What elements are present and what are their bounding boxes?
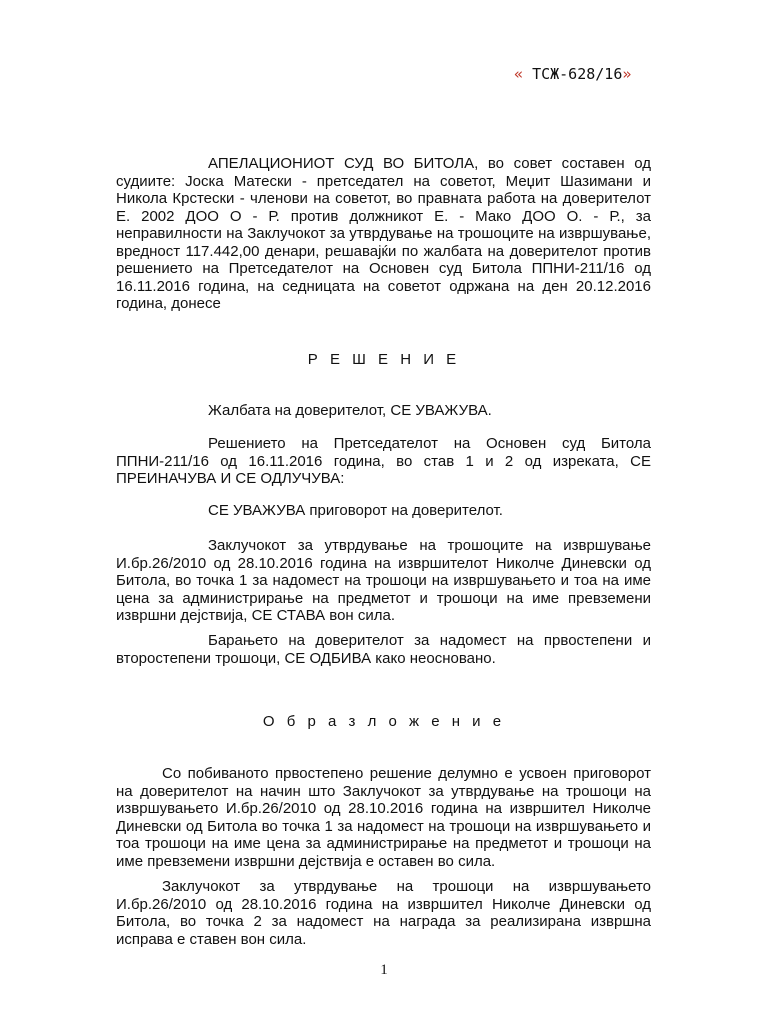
decision-item: Барањето на доверителот за надомест на првостепени и второстепени трошоци, СЕ ОДБИВА како неосновано. [116,632,651,667]
case-number: ТСЖ-628/16 [532,65,623,83]
case-reference-code [514,66,631,84]
reasoning-paragraph: Заклучокот за утврдување на трошоци на извршувањето И.бр.26/2010 од 28.10.2016 година на извршител Николче Диневски од Битола, во точка 2 за надомест на награда за реализирана извршна исправа е ставен вон сила. [116,878,651,948]
reasoning-paragraph: Со побиваното првостепено решение делумно е усвоен приговорот на доверителот на начин што Заклучокот за утврдување на трошоци на извршувањето И.бр.26/2010 од 28.10.2016 година на извршител Николче Диневски од Битола во точка 1 за надомест на трошоци на извршувањето и тоа трошоци на име цена за администрирање на предметот и трошоци на име превземени извршни дејствија е оставен во сила. [116,765,651,870]
decision-heading: Р Е Ш Е Н И Е [307,351,461,368]
intro-paragraph: АПЕЛАЦИОНИОТ СУД ВО БИТОЛА, во совет составен од судиите: Јоска Матески - претседател на советот, Меџит Шазимани и Никола Крстески - членови на советот, во правната работа на доверителот Е. 2002 ДОО О - Р. против должникот Е. - Мако ДОО О. - Р., за неправилности на Заклучокот за утврдување на трошоците на извршување, вредност 117.442,00 денари, решавајќи по жалбата на доверителот против решението на Претседателот на Основен суд Битола ППНИ-211/16 од 16.11.2016 година, на седницата на советот одржана на ден 20.12.2016 година, донесе [116,155,651,312]
decision-item: Заклучокот за утврдување на трошоците на извршување И.бр.26/2010 од 28.10.2016 година на извршителот Николче Диневски од Битола, во точка 1 за надомест на трошоци на извршувањето и тоа на име цена за администрирање на предметот и трошоци на име превземени извршни дејствија, СЕ СТАВА вон сила. [116,537,651,624]
decision-item: СЕ УВАЖУВА приговорот на доверителот. [208,502,503,519]
close-quote-mark: » [622,65,632,83]
decision-item: Жалбата на доверителот, СЕ УВАЖУВА. [208,402,492,419]
open-quote-mark: « [514,65,524,83]
page-number: 1 [380,962,388,978]
decision-item: Решението на Претседателот на Основен суд Битола ППНИ-211/16 од 16.11.2016 година, во став 1 и 2 од изреката, СЕ ПРЕИНАЧУВА И СЕ ОДЛУЧУВА: [116,435,651,487]
reasoning-heading: О б р а з л о ж е н и е [262,713,506,730]
